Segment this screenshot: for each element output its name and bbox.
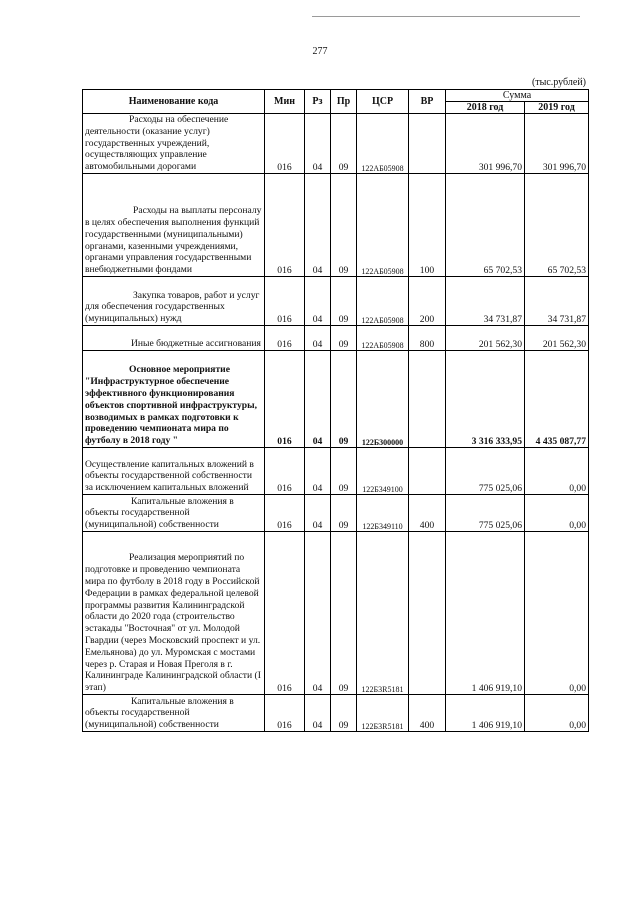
row-2019: 301 996,70: [525, 114, 589, 174]
row-2019: 65 702,53: [525, 174, 589, 277]
header-rz: Рз: [305, 90, 331, 114]
row-2019: 0,00: [525, 695, 589, 732]
row-min: 016: [265, 351, 305, 448]
row-name: Закупка товаров, работ и услуг для обеспечения государственных (муниципальных) нужд: [83, 277, 265, 326]
row-name: Реализация мероприятий по подготовке и проведению чемпионата мира по футболу в 2018 году в Российской Федерации в рамках федеральной целевой программы развития Калининградской области до 2020 года (строительство эстакады "Восточная" от ул. Молодой Гвардии (через Московский проспект и ул. Емельянова) до ул. Муромская с мостами через р. Старая и Новая Преголя в г. Калининграде Калининградской области (I этап): [83, 532, 265, 695]
row-2018: 775 025,06: [446, 448, 525, 495]
budget-table: [82, 89, 589, 732]
row-name: Капитальные вложения в объекты государственной (муниципальной) собственности: [83, 495, 265, 532]
row-csr: 122АБ05908: [357, 114, 409, 174]
units-label: (тыс.рублей): [531, 77, 586, 88]
row-name: Капитальные вложения в объекты государственной (муниципальной) собственности: [83, 695, 265, 732]
row-rz: 04: [305, 277, 331, 326]
row-2019: 0,00: [525, 448, 589, 495]
row-vr: 200: [409, 277, 446, 326]
row-min: 016: [265, 114, 305, 174]
row-2019: 34 731,87: [525, 277, 589, 326]
header-min: Мин: [265, 90, 305, 114]
row-pr: 09: [331, 326, 357, 351]
row-rz: 04: [305, 351, 331, 448]
row-name: Расходы на выплаты персоналу в целях обеспечения выполнения функций государственными (муниципальными) органами, казенными учреждениями, органами управления государственными внебюджетными фондами: [83, 174, 265, 277]
row-name: Основное мероприятие "Инфраструктурное обеспечение эффективного функционирования объектов спортивной инфраструктуры, возводимых в рамках подготовки к проведению чемпионата мира по футболу в 2018 году ": [83, 351, 265, 448]
row-rz: 04: [305, 326, 331, 351]
row-rz: 04: [305, 114, 331, 174]
row-2018: 34 731,87: [446, 277, 525, 326]
header-vr: ВР: [409, 90, 446, 114]
table-row: [83, 448, 589, 495]
row-csr: 122Б300000: [357, 351, 409, 448]
row-name: Расходы на обеспечение деятельности (оказание услуг) государственных учреждений, осуществляющих управление автомобильными дорогами: [83, 114, 265, 174]
table-row: [83, 351, 589, 448]
row-2018: 1 406 919,10: [446, 532, 525, 695]
row-csr: 122Б3R5181: [357, 532, 409, 695]
row-csr: 122Б3R5181: [357, 695, 409, 732]
row-2018: 201 562,30: [446, 326, 525, 351]
row-vr: 400: [409, 695, 446, 732]
page-number: 277: [312, 46, 328, 57]
table-row: [83, 174, 589, 277]
row-pr: 09: [331, 277, 357, 326]
row-min: 016: [265, 532, 305, 695]
row-pr: 09: [331, 351, 357, 448]
row-pr: 09: [331, 114, 357, 174]
row-pr: 09: [331, 448, 357, 495]
table-row: [83, 326, 589, 351]
header-2018: 2018 год: [446, 102, 525, 114]
row-csr: 122Б349100: [357, 448, 409, 495]
row-csr: 122АБ05908: [357, 174, 409, 277]
row-2018: 65 702,53: [446, 174, 525, 277]
row-2018: 301 996,70: [446, 114, 525, 174]
row-pr: 09: [331, 532, 357, 695]
row-pr: 09: [331, 174, 357, 277]
row-vr: [409, 448, 446, 495]
row-rz: 04: [305, 532, 331, 695]
row-min: 016: [265, 277, 305, 326]
table-row: [83, 495, 589, 532]
row-2018: 1 406 919,10: [446, 695, 525, 732]
table-row: [83, 695, 589, 732]
row-vr: 800: [409, 326, 446, 351]
row-min: 016: [265, 448, 305, 495]
header-2019: 2019 год: [525, 102, 589, 114]
row-min: 016: [265, 326, 305, 351]
row-2019: 4 435 087,77: [525, 351, 589, 448]
table-row: [83, 114, 589, 174]
row-name: Осуществление капитальных вложений в объекты государственной собственности за исключением капитальных вложений: [83, 448, 265, 495]
row-pr: 09: [331, 495, 357, 532]
table-row: [83, 277, 589, 326]
row-rz: 04: [305, 174, 331, 277]
row-csr: 122АБ05908: [357, 277, 409, 326]
row-vr: 400: [409, 495, 446, 532]
row-pr: 09: [331, 695, 357, 732]
header-csr: ЦСР: [357, 90, 409, 114]
row-min: 016: [265, 695, 305, 732]
header-pr: Пр: [331, 90, 357, 114]
header-name: Наименование кода: [83, 90, 265, 114]
row-min: 016: [265, 174, 305, 277]
row-csr: 122Б349110: [357, 495, 409, 532]
row-csr: 122АБ05908: [357, 326, 409, 351]
scan-artifact-line: [312, 16, 580, 17]
row-rz: 04: [305, 495, 331, 532]
row-vr: 100: [409, 174, 446, 277]
row-2019: 201 562,30: [525, 326, 589, 351]
header-sum: Сумма: [446, 90, 589, 102]
row-min: 016: [265, 495, 305, 532]
row-vr: [409, 351, 446, 448]
row-vr: [409, 532, 446, 695]
row-2019: 0,00: [525, 495, 589, 532]
row-2018: 3 316 333,95: [446, 351, 525, 448]
table-row: [83, 532, 589, 695]
row-2019: 0,00: [525, 532, 589, 695]
row-rz: 04: [305, 448, 331, 495]
row-name: Иные бюджетные ассигнования: [83, 326, 265, 351]
row-rz: 04: [305, 695, 331, 732]
row-vr: [409, 114, 446, 174]
row-2018: 775 025,06: [446, 495, 525, 532]
